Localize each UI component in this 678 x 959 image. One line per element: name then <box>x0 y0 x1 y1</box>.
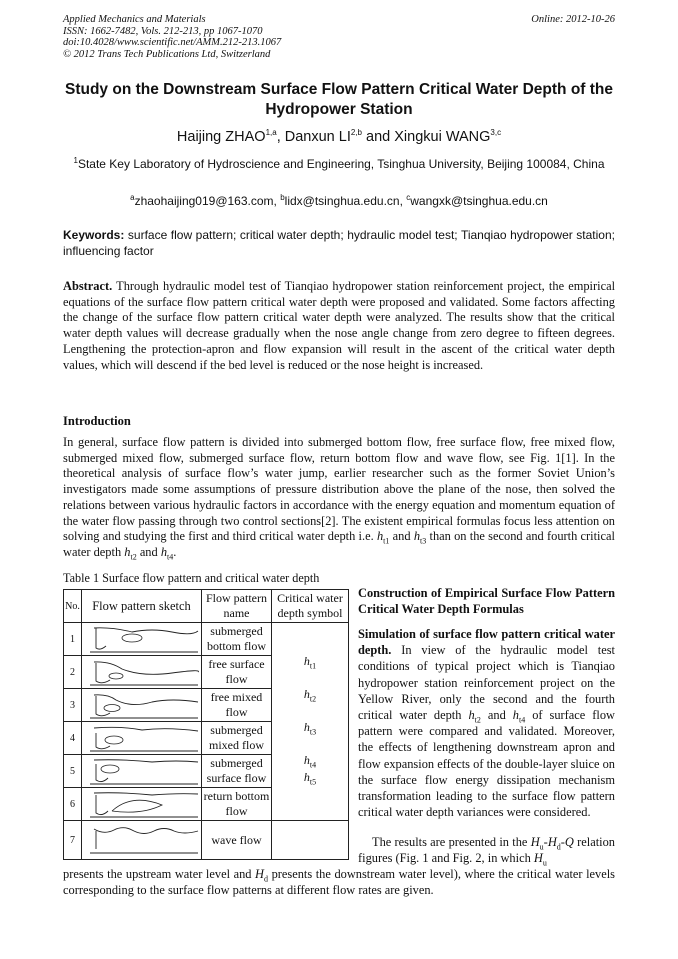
var-h: h <box>303 752 310 767</box>
var-h: h <box>303 653 310 668</box>
sub: d <box>264 874 268 884</box>
flow-name: free surface flow <box>202 656 272 689</box>
flow-sketch <box>82 821 202 860</box>
sub: u <box>539 842 544 852</box>
header-sketch: Flow pattern sketch <box>82 590 202 623</box>
conj: and <box>487 708 506 723</box>
affiliation-sup: 1 <box>73 156 78 165</box>
subsection-heading: Simulation of surface flow pattern critical water depth. <box>358 627 615 658</box>
table-row <box>64 821 349 860</box>
var-H: H <box>547 835 557 849</box>
keywords <box>63 228 615 259</box>
sub: t1 <box>383 536 390 546</box>
var-Q: Q <box>564 835 574 849</box>
email-sup: b <box>280 193 285 202</box>
author-name: Haijing ZHAO <box>176 129 266 145</box>
table-caption: Table 1 Surface flow pattern and critical water depth <box>63 571 320 585</box>
author-list <box>60 129 618 145</box>
journal-name: Applied Mechanics and Materials <box>63 14 206 25</box>
sim-text: of surface flow pattern were compared and validated. Moreover, the effects of lengthening downstream apron and flow expansion effects of the double-layer sluice on the surface flow energy dissipation mechanism transformation leading to the surface flow pattern critical water depth variances were considered. <box>358 708 615 820</box>
table-row <box>64 689 349 722</box>
symbol-ht2 <box>272 687 348 702</box>
symbol-cell <box>272 821 349 860</box>
email-link[interactable]: zhaohaijing019@163.com <box>134 194 274 208</box>
flow-sketch <box>82 722 202 755</box>
results-text: The results are presented in the <box>372 835 528 849</box>
flow-name: submerged mixed flow <box>202 722 272 755</box>
var-h: h <box>303 719 310 734</box>
flow-name: submerged bottom flow <box>202 623 272 656</box>
conj: and <box>139 544 158 559</box>
sub: t5 <box>309 776 317 786</box>
sim-text: In view of the hydraulic model test conditions of typical project which is Tianqiao hydropower station reinforcement project on the Yellow River, only the second and the fourth critical water depth <box>358 643 615 723</box>
author-sup: 1,a <box>265 128 277 138</box>
sub: t4 <box>167 552 174 562</box>
flow-sketch <box>82 788 202 821</box>
table-row <box>64 656 349 689</box>
flow-name: return bottom flow <box>202 788 272 821</box>
author-joiner: , <box>276 129 285 145</box>
flow-sketch <box>82 755 202 788</box>
header-name: Flow pattern name <box>202 590 272 623</box>
symbol-cell <box>272 769 349 821</box>
period: . <box>173 544 177 559</box>
free-mixed-flow-sketch <box>82 690 201 721</box>
table-row <box>64 722 349 755</box>
var-h: h <box>160 544 168 559</box>
symbol-cell <box>272 719 349 755</box>
sub: u <box>542 858 547 868</box>
sub: t3 <box>309 726 317 736</box>
submerged-mixed-flow-sketch <box>82 723 201 754</box>
email-link[interactable]: wangxk@tsinghua.edu.cn <box>410 194 548 208</box>
symbol-ht3 <box>272 720 348 735</box>
flow-pattern-table <box>63 589 349 860</box>
email-sup: c <box>406 193 411 202</box>
intro-text: than on the second and fourth critical water depth <box>63 529 615 559</box>
var-H: H <box>533 851 543 865</box>
tail-text: presents the downstream water level), where the critical water levels corresponding to the surface flow patterns at different flow rates are given. <box>63 867 615 897</box>
email-link[interactable]: lidx@tsinghua.edu.cn <box>284 194 400 208</box>
row-no: 1 <box>64 623 82 656</box>
header-no: No. <box>64 590 82 623</box>
intro-heading: Introduction <box>63 414 131 428</box>
wave-flow-sketch <box>82 825 201 856</box>
row-no: 3 <box>64 689 82 722</box>
return-bottom-flow-sketch <box>82 789 201 820</box>
simulation-paragraph <box>358 626 615 820</box>
sub: t4 <box>518 715 526 725</box>
author-name: Xingkui WANG <box>394 129 491 145</box>
var-h: h <box>376 529 384 544</box>
var-h: h <box>413 529 421 544</box>
var-h: h <box>124 544 131 559</box>
table-row <box>64 788 349 821</box>
flow-sketch <box>82 623 202 656</box>
var-H: H <box>255 867 264 881</box>
doi-line: doi:10.4028/www.scientific.net/AMM.212-213.1067 <box>63 37 282 48</box>
abstract <box>63 279 615 373</box>
flow-name: free mixed flow <box>202 689 272 722</box>
abstract-text: Through hydraulic model test of Tianqiao hydropower station reinforcement project, the empirical equations of the surface flow pattern critical water depth were proposed and validated. Some factors affecting the change of the surface flow pattern critical water depth were analyzed. The results show that the critical water depth values will decrease gradually when the nose angle change from zero degree to fifteen degrees. Lengthening the protection-apron and flow expansion will result in the ascent of the critical water depth values, which will descend if the bed level is reduced or the nose height is increased. <box>63 279 616 372</box>
copyright-line: © 2012 Trans Tech Publications Ltd, Switzerland <box>63 48 271 60</box>
submerged-surface-flow-sketch <box>82 756 201 787</box>
row-no: 7 <box>64 821 82 860</box>
var-h: h <box>468 708 475 723</box>
results-continuation <box>63 866 615 898</box>
symbol-cell <box>272 623 349 656</box>
journal-header <box>63 14 281 60</box>
free-surface-flow-sketch <box>82 657 201 688</box>
author-name: Danxun LI <box>284 129 351 145</box>
flow-sketch <box>82 656 202 689</box>
sub: t2 <box>474 715 481 725</box>
intro-text: In general, surface flow pattern is divided into submerged bottom flow, free surface flow, free mixed flow, submerged mixed flow, submerged surface flow, return bottom flow and wave flow, see Fig. 1[1]. In the theoretical analysis of surface flow’s water jump, earlier researcher such as the former Soviet Union’s investigators made some assumptions of pressure distribution above the plane of the nose, then solved the relations between various hydraulic factors in accordance with the energy equation and momentum equation of the water flow passing through two control sections[2]. The existent empirical formulas focus less attention on solving and studying the first and third critical water depth i.e. <box>63 435 615 544</box>
symbol-cell <box>272 686 349 722</box>
author-sup: 3,c <box>490 128 502 138</box>
flow-sketch <box>82 689 202 722</box>
online-date: Online: 2012-10-26 <box>531 14 615 25</box>
row-no: 6 <box>64 788 82 821</box>
row-no: 2 <box>64 656 82 689</box>
var-H: H <box>530 835 540 849</box>
author-joiner: and <box>361 129 395 145</box>
row-no: 4 <box>64 722 82 755</box>
results-paragraph: The results are presented in the $H_u-H_d-Q$ relation figures (Fig. 1 and Fig. 2, in which $H_u$ <box>358 835 615 868</box>
intro-paragraph <box>63 435 615 561</box>
symbol-cell <box>272 653 349 689</box>
section-heading: Construction of Empirical Surface Flow Pattern Critical Water Depth Formulas <box>358 586 615 616</box>
sub: t3 <box>420 536 427 546</box>
sub: t4 <box>309 759 317 769</box>
email-list: $^a$zhaohaijing019@163.com, $^b$lidx@tsinghua.edu.cn, $^c$wangxk@tsinghua.edu.cn <box>130 193 548 208</box>
table-row <box>64 623 349 656</box>
sub: d <box>556 842 561 852</box>
sub: t1 <box>309 660 317 670</box>
flow-name: submerged surface flow <box>202 755 272 788</box>
keywords-text: surface flow pattern; critical water depth; hydraulic model test; Tianqiao hydropower station; influencing factor <box>63 228 615 258</box>
issn-line: ISSN: 1662-7482, Vols. 212-213, pp 1067-1070 <box>63 25 263 37</box>
header-symbol: Critical water depth symbol <box>272 590 349 623</box>
email-sup: a <box>130 193 135 202</box>
results-text: relation figures (Fig. 1 and Fig. 2, in which <box>358 835 615 865</box>
affiliation-text: State Key Laboratory of Hydroscience and Engineering, Tsinghua University, Beijing 100084, China <box>77 157 605 171</box>
conj: and <box>392 529 411 544</box>
var-h: h <box>303 769 310 784</box>
sub: t2 <box>309 693 317 703</box>
flow-name: wave flow <box>202 821 272 860</box>
symbol-ht5 <box>272 770 348 785</box>
affiliation <box>70 156 608 172</box>
var-h: h <box>512 708 519 723</box>
var-h: h <box>303 686 310 701</box>
abstract-label: Abstract. <box>63 279 113 293</box>
author-sup: 2,b <box>350 128 362 138</box>
paper-title: Study on the Downstream Surface Flow Pattern Critical Water Depth of the Hydropower Station <box>64 81 614 118</box>
table-header-row <box>64 590 349 623</box>
tail-text: presents the upstream water level and <box>63 867 252 881</box>
row-no: 5 <box>64 755 82 788</box>
keywords-label: Keywords: <box>63 228 125 242</box>
sub: t2 <box>130 552 137 562</box>
symbol-ht1 <box>272 654 348 669</box>
symbol-ht4 <box>272 753 348 768</box>
submerged-bottom-flow-sketch <box>82 624 201 655</box>
